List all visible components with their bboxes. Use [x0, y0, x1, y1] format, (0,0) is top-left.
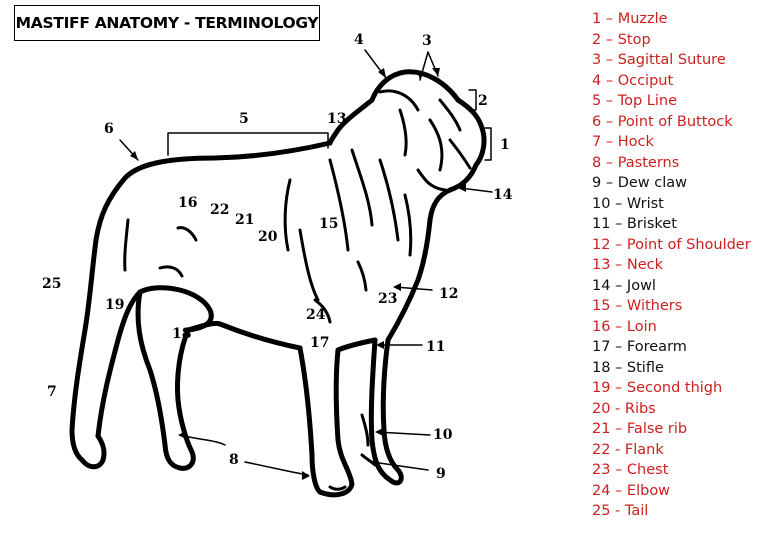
terminology-legend [592, 9, 751, 522]
legend-item: 25 - Tail [592, 503, 649, 519]
legend-item: 22 - Flank [592, 441, 664, 458]
legend-item: 5 – Top Line [592, 93, 677, 109]
legend-item: 6 – Point of Buttock [592, 113, 733, 130]
callout-8: 8 [229, 452, 239, 468]
legend-item: 11 – Brisket [592, 216, 677, 232]
callout-20: 20 [258, 229, 278, 245]
callout-1: 1 [500, 137, 510, 153]
callout-25: 25 [42, 276, 62, 292]
callout-9: 9 [436, 466, 446, 482]
callout-24: 24 [306, 307, 326, 323]
legend-item: 17 – Forearm [592, 339, 687, 355]
legend-item: 20 - Ribs [592, 400, 656, 417]
callout-6: 6 [104, 121, 114, 137]
legend-item: 7 – Hock [592, 134, 654, 150]
callout-5: 5 [239, 111, 249, 127]
dog-silhouette [72, 72, 484, 495]
callout-10: 10 [433, 427, 453, 443]
callout-11: 11 [426, 339, 446, 355]
callout-16: 16 [178, 195, 198, 211]
legend-item: 4 – Occiput [592, 72, 674, 89]
callout-23: 23 [378, 291, 398, 307]
callout-19: 19 [105, 297, 125, 313]
callout-21: 21 [235, 212, 255, 228]
topline-bracket [168, 133, 328, 155]
callout-22: 22 [210, 202, 230, 218]
legend-item: 24 – Elbow [592, 482, 671, 499]
legend-item: 1 – Muzzle [592, 11, 668, 27]
callout-18: 18 [172, 326, 192, 342]
callout-13: 13 [327, 111, 347, 127]
legend-item: 3 – Sagittal Suture [592, 52, 726, 68]
callout-12: 12 [439, 286, 459, 302]
callout-15: 15 [319, 216, 339, 232]
callout-17: 17 [310, 335, 330, 351]
legend-item: 14 – Jowl [592, 277, 656, 294]
callout-7: 7 [47, 384, 57, 400]
legend-item: 19 – Second thigh [592, 380, 723, 396]
legend-item: 13 – Neck [592, 257, 664, 273]
arrow-8 [180, 435, 308, 475]
legend-item: 8 – Pasterns [592, 154, 680, 171]
legend-item: 12 – Point of Shoulder [592, 236, 751, 253]
callout-3: 3 [422, 33, 432, 49]
legend-item: 21 – False rib [592, 421, 688, 437]
legend-item: 23 – Chest [592, 462, 669, 478]
legend-item: 9 – Dew claw [592, 175, 687, 191]
callout-4: 4 [354, 32, 364, 48]
legend-item: 10 – Wrist [592, 195, 664, 212]
diagram-title: MASTIFF ANATOMY - TERMINOLOGY [14, 5, 320, 41]
callout-14: 14 [493, 187, 513, 203]
legend-item: 16 – Loin [592, 318, 657, 335]
legend-item: 18 – Stifle [592, 359, 664, 376]
callout-2: 2 [478, 93, 488, 109]
legend-item: 2 – Stop [592, 31, 651, 48]
legend-item: 15 – Withers [592, 298, 683, 314]
